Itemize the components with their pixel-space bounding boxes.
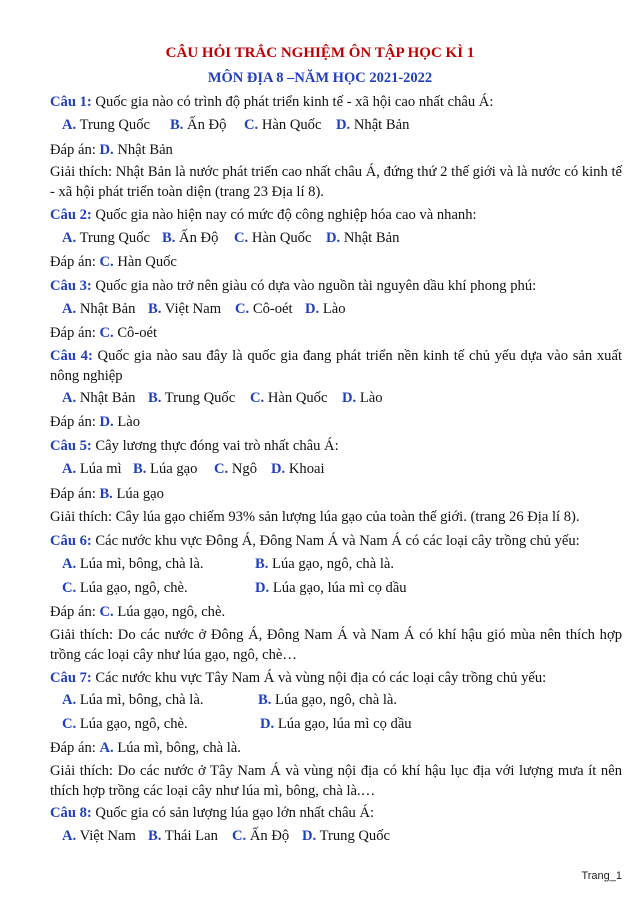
question-3 [50, 277, 622, 296]
document-subtitle: MÔN ĐỊA 8 –NĂM HỌC 2021-2022 [207, 70, 433, 86]
q3-option-c: C. Cô-oét [235, 301, 293, 317]
q5-explanation: Giải thích: Cây lúa gạo chiếm 93% sản lượng lúa gạo của toàn thế giới. (trang 26 Địa lí 8). [50, 509, 580, 525]
q8-option-d: D. Trung Quốc [302, 828, 391, 844]
question-text: Các nước khu vực Tây Nam Á và vùng nội địa có các loại cây trồng chủ yếu: [95, 670, 547, 686]
q6-option-c: C. Lúa gạo, ngô, chè. [62, 580, 188, 596]
q1-answer: Đáp án: D. Nhật Bản [50, 142, 173, 158]
document-title: CÂU HỎI TRẮC NGHIỆM ÔN TẬP HỌC KÌ 1 [165, 45, 475, 61]
q5-option-d: D. Khoai [271, 461, 325, 477]
question-7 [50, 669, 622, 688]
q1-option-a: A. Trung Quốc [62, 117, 151, 133]
question-number: Câu 2: [50, 207, 92, 223]
q3-option-a: A. Nhật Bản [62, 301, 136, 317]
question-number: Câu 4: [50, 348, 93, 364]
q3-answer: Đáp án: C. Cô-oét [50, 325, 158, 341]
q1-option-c: C. Hàn Quốc [244, 117, 322, 133]
question-number: Câu 6: [50, 533, 92, 549]
question-8 [50, 804, 622, 823]
q7-option-c: C. Lúa gạo, ngô, chè. [62, 716, 188, 732]
question-text: Quốc gia nào hiện nay có mức độ công nghiệp hóa cao và nhanh: [95, 207, 477, 223]
question-text: Quốc gia nào trở nên giàu có dựa vào nguồn tài nguyên dầu khí phong phú: [95, 278, 537, 294]
q4-option-d: D. Lào [342, 390, 383, 406]
question-text: Quốc gia nào có trình độ phát triển kinh tế - xã hội cao nhất châu Á: [95, 94, 494, 110]
q6-answer: Đáp án: C. Lúa gạo, ngô, chè. [50, 604, 226, 620]
question-number: Câu 7: [50, 670, 92, 686]
q7-explanation: Giải thích: Do các nước ở Tây Nam Á và vùng nội địa có khí hậu lục địa với lượng mưa ít nên thích hợp trồng các loại cây như lúa mì, bông, chà là.… [50, 763, 622, 799]
q6-option-b: B. Lúa gạo, ngô, chà là. [255, 556, 395, 572]
q4-answer: Đáp án: D. Lào [50, 414, 141, 430]
question-text: Quốc gia có sản lượng lúa gạo lớn nhất châu Á: [95, 805, 375, 821]
question-number: Câu 8: [50, 805, 92, 821]
q2-option-b: B. Ấn Độ [162, 230, 219, 246]
question-text: Quốc gia nào sau đây là quốc gia đang phát triển nền kinh tế chủ yếu dựa vào sản xuất nông nghiệp [50, 348, 622, 384]
question-4 [50, 347, 622, 386]
q1-option-b: B. Ấn Độ [170, 117, 227, 133]
q3-option-d: D. Lào [305, 301, 346, 317]
question-number: Câu 3: [50, 278, 92, 294]
q5-option-a: A. Lúa mì [62, 461, 122, 477]
q2-answer: Đáp án: C. Hàn Quốc [50, 254, 177, 270]
question-1 [50, 93, 622, 112]
q5-answer: Đáp án: B. Lúa gạo [50, 486, 164, 502]
q6-explanation: Giải thích: Do các nước ở Đông Á, Đông Nam Á và Nam Á có khí hậu gió mùa nên thích hợp trồng các loại cây như lúa gạo, ngô, chè… [50, 627, 622, 663]
q8-option-b: B. Thái Lan [148, 828, 218, 844]
q4-option-c: C. Hàn Quốc [250, 390, 328, 406]
q8-option-a: A. Việt Nam [62, 828, 136, 844]
q7-option-b: B. Lúa gạo, ngô, chà là. [258, 692, 398, 708]
q1-explanation: Giải thích: Nhật Bản là nước phát triển cao nhất châu Á, đứng thứ 2 thế giới và là nước có kinh tế - xã hội phát triển toàn diện (trang 23 Địa lí 8). [50, 164, 623, 200]
q5-option-b: B. Lúa gạo [133, 461, 198, 477]
question-text: Cây lương thực đóng vai trò nhất châu Á: [95, 438, 339, 454]
question-number: Câu 1: [50, 94, 92, 110]
q6-option-d: D. Lúa gạo, lúa mì cọ dầu [255, 580, 407, 596]
q3-option-b: B. Việt Nam [148, 301, 222, 317]
question-number: Câu 5: [50, 438, 92, 454]
question-text: Các nước khu vực Đông Á, Đông Nam Á và Nam Á có các loại cây trồng chủ yếu: [95, 533, 580, 549]
q7-option-a: A. Lúa mì, bông, chà là. [62, 692, 204, 708]
q2-option-a: A. Trung Quốc [62, 230, 151, 246]
q7-answer: Đáp án: A. Lúa mì, bông, chà là. [50, 740, 241, 756]
question-2 [50, 206, 622, 225]
q4-option-a: A. Nhật Bản [62, 390, 136, 406]
q2-option-d: D. Nhật Bản [326, 230, 400, 246]
q4-option-b: B. Trung Quốc [148, 390, 236, 406]
q1-option-d: D. Nhật Bản [336, 117, 410, 133]
question-6 [50, 532, 622, 551]
q6-option-a: A. Lúa mì, bông, chà là. [62, 556, 204, 572]
q8-option-c: C. Ấn Độ [232, 828, 290, 844]
page-number: Trang_1 [581, 870, 622, 882]
question-5 [50, 437, 622, 456]
q2-option-c: C. Hàn Quốc [234, 230, 312, 246]
q5-option-c: C. Ngô [214, 461, 257, 477]
q7-option-d: D. Lúa gạo, lúa mì cọ dầu [260, 716, 412, 732]
